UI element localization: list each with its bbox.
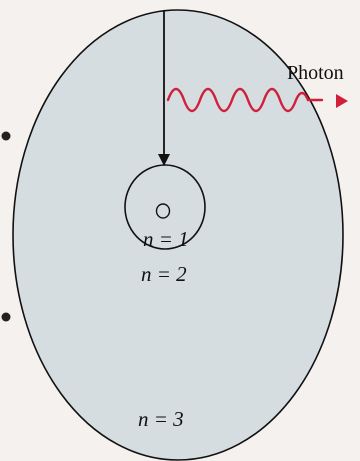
photon-arrow-head: [336, 94, 348, 108]
margin-bullet: [2, 132, 11, 141]
n1-label: n = 1: [143, 227, 189, 251]
photon-label: Photon: [287, 62, 344, 84]
margin-bullet: [2, 313, 11, 322]
n2-label: n = 2: [141, 262, 187, 286]
n3-label: n = 3: [138, 407, 184, 431]
